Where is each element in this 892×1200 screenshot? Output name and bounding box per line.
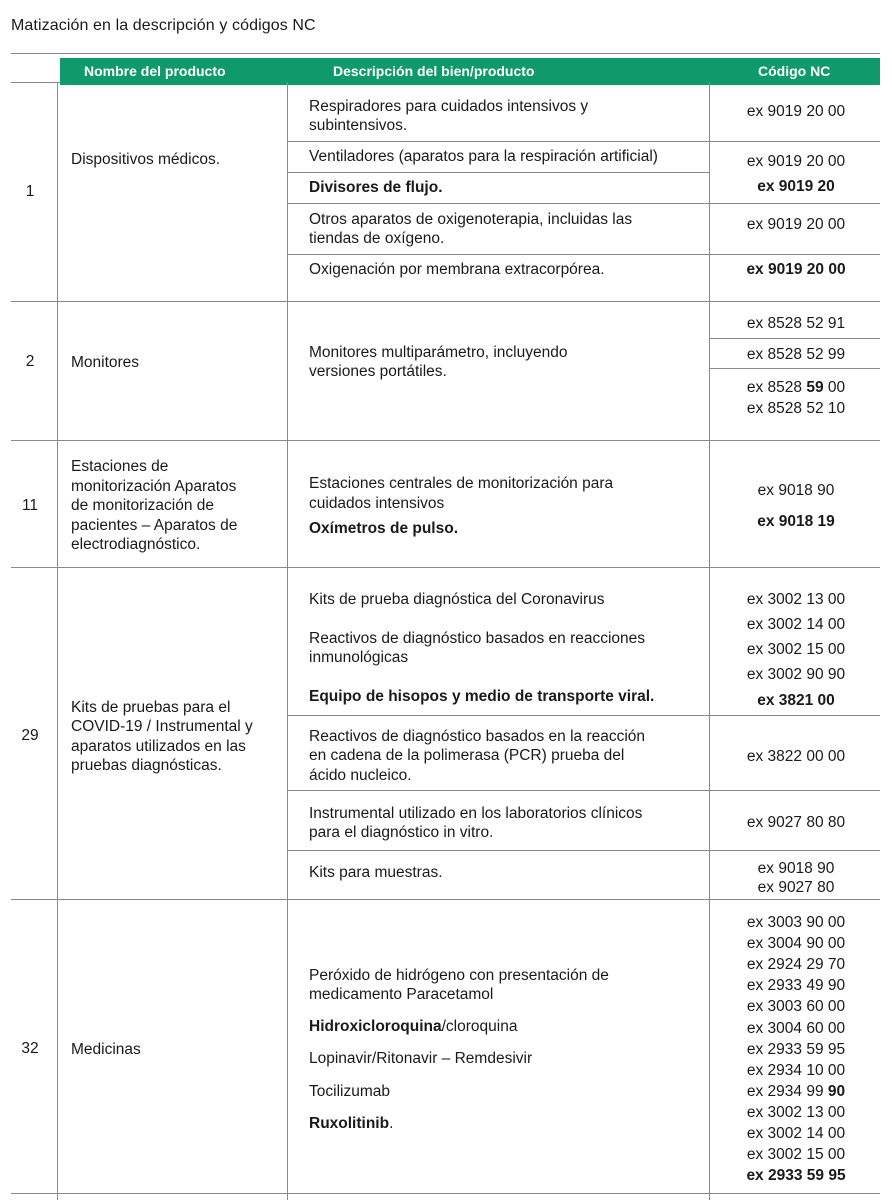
description-line: Reactivos de diagnóstico basados en reacciones — [309, 630, 646, 647]
product-name-line: pruebas diagnósticas. — [71, 757, 222, 774]
nc-code — [710, 259, 882, 280]
product-name-line: Kits de pruebas para el — [71, 699, 231, 716]
description-line: ácido nucleico. — [309, 767, 412, 784]
description-line: Lopinavir/Ritonavir – Remdesivir — [309, 1050, 533, 1067]
nc-code: ex 3004 60 00 — [746, 1020, 846, 1037]
description-part: /cloroquina — [441, 1018, 518, 1035]
description-bold: Divisores de flujo. — [309, 179, 443, 196]
nc-code-bold: ex 9019 20 — [757, 178, 835, 195]
description-line: Respiradores para cuidados intensivos y — [309, 98, 589, 115]
description-line — [309, 687, 654, 707]
nc-code-part: ex 8528 — [746, 379, 803, 396]
description-line: Oxigenación por membrana extracorpórea. — [309, 261, 605, 278]
sub-row-separator — [287, 790, 880, 791]
description-part: . — [389, 1115, 394, 1132]
nc-code-bold: 90 — [827, 1083, 846, 1100]
sub-row-separator — [709, 368, 880, 369]
nc-code: ex 2933 49 90 — [746, 977, 846, 994]
header-nc-code: Código NC — [758, 63, 831, 79]
header-product-name: Nombre del producto — [84, 63, 226, 79]
nc-code: ex 3822 00 00 — [746, 748, 846, 765]
nc-code: ex 9027 80 80 — [746, 814, 846, 831]
row-number: 2 — [25, 353, 35, 370]
product-name: Medicinas — [71, 1041, 141, 1058]
nc-code — [710, 1081, 882, 1102]
description-bold: Hidroxicloroquina — [309, 1018, 442, 1035]
nc-code: ex 9018 90 — [757, 860, 835, 877]
nc-code: ex 8528 52 91 — [746, 315, 846, 332]
description-line: Peróxido de hidrógeno con presentación de — [309, 967, 609, 984]
description-line: medicamento Paracetamol — [309, 986, 494, 1003]
nc-code — [710, 1165, 882, 1186]
row-number: 11 — [21, 497, 39, 514]
description-line: Instrumental utilizado en los laboratorios clínicos — [309, 805, 643, 822]
page-title: Matización en la descripción y códigos NC — [11, 17, 316, 34]
sub-row-separator — [709, 338, 880, 339]
nc-code: ex 2924 29 70 — [746, 956, 846, 973]
description-line: Estaciones centrales de monitorización para — [309, 475, 614, 492]
nc-code — [710, 690, 882, 711]
nc-code: ex 9018 90 — [757, 482, 835, 499]
description-line: Otros aparatos de oxigenoterapia, incluidas las — [309, 211, 633, 228]
nc-code: ex 9019 20 00 — [746, 103, 846, 120]
nc-code: ex 3004 90 00 — [746, 935, 846, 952]
row-separator — [11, 301, 880, 302]
nc-code: ex 2933 59 95 — [746, 1041, 846, 1058]
nc-code: ex 3002 15 00 — [746, 641, 846, 658]
description-line: inmunológicas — [309, 649, 409, 666]
description-bold: Ruxolitinib — [309, 1115, 390, 1132]
header-description: Descripción del bien/producto — [333, 63, 535, 79]
product-name-line: electrodiagnóstico. — [71, 536, 201, 553]
nc-code-bold: ex 2933 59 95 — [746, 1167, 846, 1184]
description-line: subintensivos. — [309, 117, 408, 134]
nc-code-bold: 59 — [806, 379, 824, 396]
row-number: 32 — [21, 1040, 39, 1057]
sub-row-separator — [287, 203, 880, 204]
description-bold: Equipo de hisopos y medio de transporte viral. — [309, 688, 655, 705]
nc-code-bold: ex 9018 19 — [757, 513, 835, 530]
description-line: en cadena de la polimerasa (PCR) prueba del — [309, 747, 625, 764]
description-line — [309, 178, 443, 198]
product-name-line: monitorización Aparatos — [71, 478, 237, 495]
row-number: 29 — [21, 727, 39, 744]
description-line — [309, 1114, 393, 1134]
nc-code: ex 3002 14 00 — [746, 1125, 846, 1142]
nc-code: ex 3002 13 00 — [746, 1104, 846, 1121]
nc-code: ex 3003 90 00 — [746, 914, 846, 931]
column-divider-2 — [287, 82, 288, 1200]
product-name-line: Estaciones de — [71, 458, 169, 475]
nc-code: ex 8528 52 99 — [746, 346, 846, 363]
column-divider-1 — [57, 82, 58, 1200]
description-line — [309, 1017, 517, 1037]
description-line: Tocilizumab — [309, 1083, 390, 1100]
description-line — [309, 519, 458, 539]
table-top-border — [11, 53, 880, 54]
row-separator — [11, 440, 880, 441]
table-header — [60, 58, 880, 85]
nc-code-part: 00 — [827, 379, 846, 396]
nc-code: ex 3002 90 90 — [746, 666, 846, 683]
product-name: Dispositivos médicos. — [71, 151, 221, 168]
nc-code: ex 3003 60 00 — [746, 998, 846, 1015]
nc-code: ex 2934 10 00 — [746, 1062, 846, 1079]
nc-code-part: ex 2934 99 — [746, 1083, 824, 1100]
nc-code-bold: ex 9019 20 00 — [746, 261, 846, 278]
description-line: para el diagnóstico in vitro. — [309, 824, 494, 841]
description-line: Kits para muestras. — [309, 864, 443, 881]
nc-code: ex 3002 13 00 — [746, 591, 846, 608]
row-separator — [11, 1193, 880, 1194]
nc-code: ex 3002 14 00 — [746, 616, 846, 633]
row-number: 1 — [25, 183, 35, 200]
description-line: versiones portátiles. — [309, 363, 447, 380]
nc-code — [710, 377, 882, 398]
sub-row-separator — [287, 715, 880, 716]
row-separator — [11, 899, 880, 900]
nc-code — [710, 511, 882, 532]
description-line: Monitores multiparámetro, incluyendo — [309, 344, 568, 361]
product-name-line: aparatos utilizados en las — [71, 738, 246, 755]
nc-code: ex 8528 52 10 — [746, 400, 846, 417]
nc-code — [710, 176, 882, 197]
sub-row-separator — [287, 172, 709, 173]
sub-row-separator — [287, 850, 880, 851]
nc-code-bold: ex 3821 00 — [757, 692, 835, 709]
nc-code: ex 9019 20 00 — [746, 216, 846, 233]
product-name-line: pacientes – Aparatos de — [71, 517, 238, 534]
description-line: Reactivos de diagnóstico basados en la reacción — [309, 728, 646, 745]
sub-row-separator — [287, 141, 880, 142]
product-name-line: COVID-19 / Instrumental y — [71, 718, 253, 735]
nc-code: ex 9027 80 — [757, 879, 835, 896]
nc-code: ex 9019 20 00 — [746, 153, 846, 170]
sub-row-separator — [287, 254, 880, 255]
product-name-line: de monitorización de — [71, 497, 215, 514]
description-bold: Oxímetros de pulso. — [309, 520, 459, 537]
product-name: Monitores — [71, 354, 140, 371]
nc-code: ex 3002 15 00 — [746, 1146, 846, 1163]
description-line: Ventiladores (aparatos para la respiración artificial) — [309, 148, 658, 165]
description-line: cuidados intensivos — [309, 495, 445, 512]
row-separator — [11, 567, 880, 568]
description-line: tiendas de oxígeno. — [309, 230, 445, 247]
description-line: Kits de prueba diagnóstica del Coronavirus — [309, 591, 605, 608]
